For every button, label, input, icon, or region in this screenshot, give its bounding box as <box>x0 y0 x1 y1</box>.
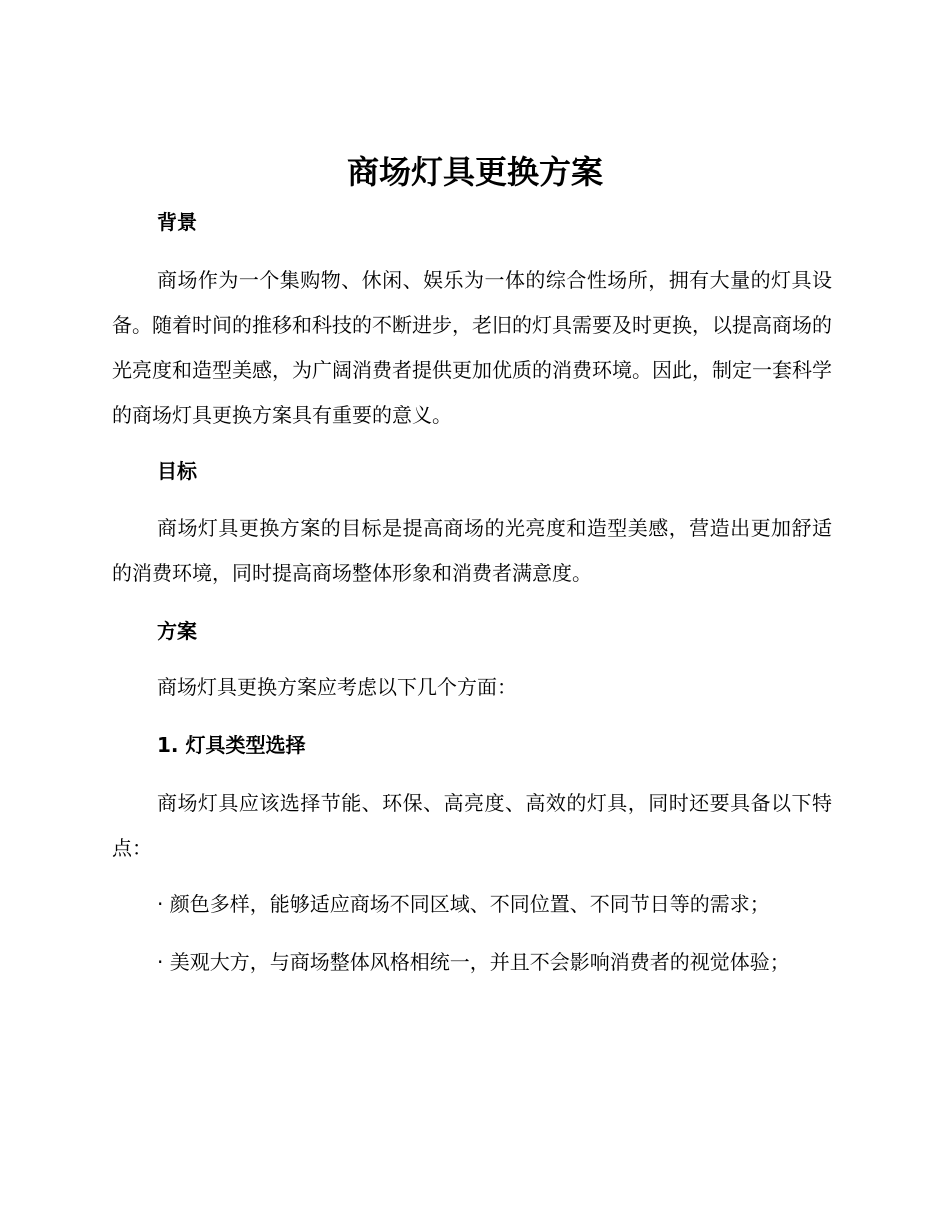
goal-paragraph: 商场灯具更换方案的目标是提高商场的光亮度和造型美感，营造出更加舒适的消费环境，同时提高商场整体形象和消费者满意度。 <box>112 516 832 585</box>
plan-item-heading-lamp-type: 1. 灯具类型选择 <box>157 733 306 757</box>
section-heading-background: 背景 <box>157 210 197 234</box>
document-title: 商场灯具更换方案 <box>346 153 603 191</box>
lamp-type-paragraph: 商场灯具应该选择节能、环保、高亮度、高效的灯具，同时还要具备以下特点： <box>112 791 832 860</box>
section-heading-plan: 方案 <box>157 619 197 643</box>
section-heading-goal: 目标 <box>157 459 197 483</box>
bullet-item: · 美观大方，与商场整体风格相统一，并且不会影响消费者的视觉体验； <box>157 950 790 974</box>
bullet-item: · 颜色多样，能够适应商场不同区域、不同位置、不同节日等的需求； <box>157 892 770 916</box>
background-paragraph: 商场作为一个集购物、休闲、娱乐为一体的综合性场所，拥有大量的灯具设备。随着时间的推移和科技的不断进步，老旧的灯具需要及时更换，以提高商场的光亮度和造型美感，为广阔消费者提供更加优质的消费环境。因此，制定一套科学的商场灯具更换方案具有重要的意义。 <box>112 268 832 427</box>
plan-intro-paragraph: 商场灯具更换方案应考虑以下几个方面： <box>157 675 517 699</box>
